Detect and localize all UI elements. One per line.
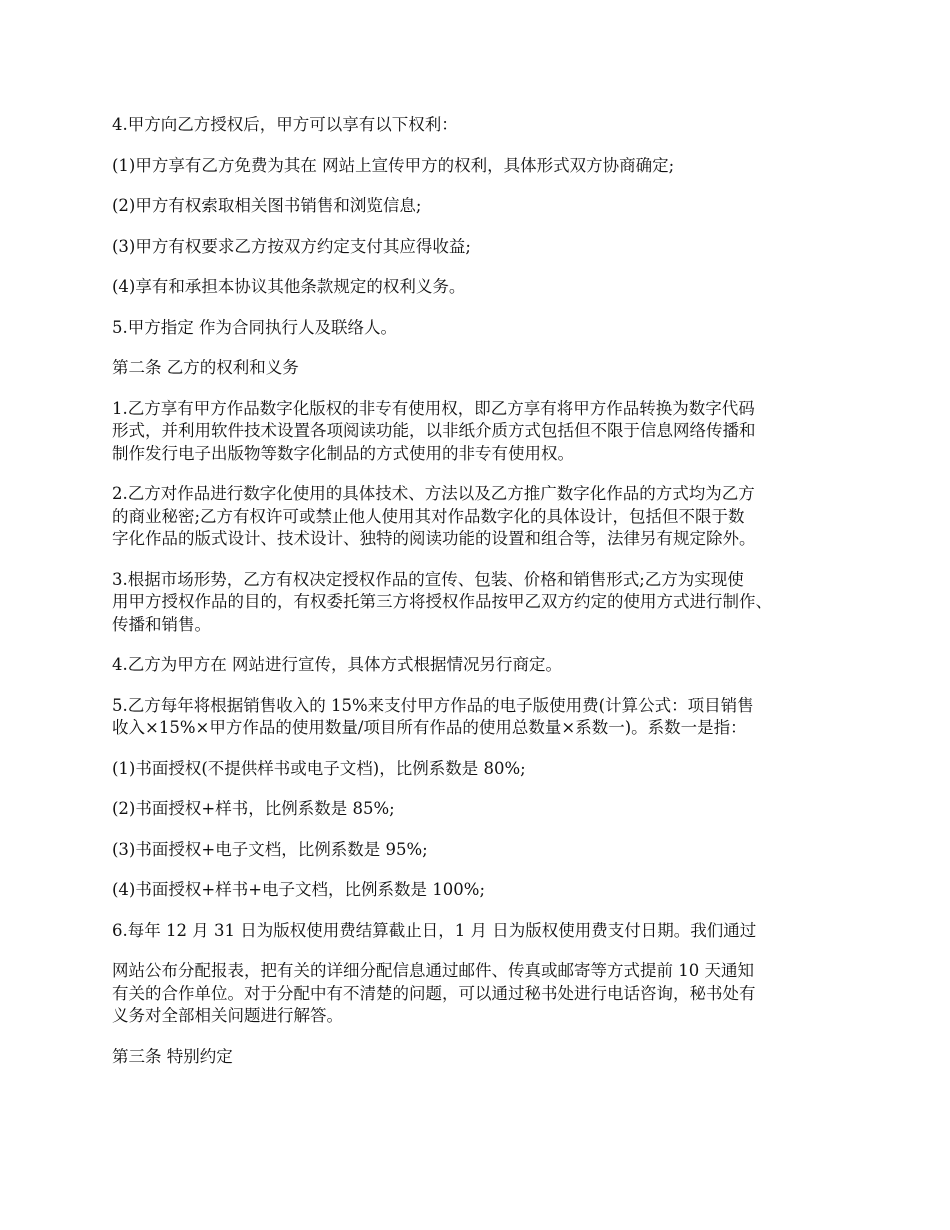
document-body [112, 114, 852, 1086]
paragraph-article-2-item-3: 3.根据市场形势，乙方有权决定授权作品的宣传、包装、价格和销售形式;乙方为实现使 用甲方授权作品的目的，有权委托第三方将授权作品按甲乙双方约定的使用方式进行制作、 传播和销售。 [112, 569, 772, 634]
paragraph-coefficient-1: (1)书面授权(不提供样书或电子文档)，比例系数是 80%; [112, 758, 526, 778]
paragraph-article-2-item-6: 6.每年 12 月 31 日为版权使用费结算截止日，1 月 日为版权使用费支付日期。我们通过 [112, 920, 757, 940]
paragraph-coefficient-3: (3)书面授权+电子文档，比例系数是 95%; [112, 839, 428, 859]
paragraph-article-2-item-1: 1.乙方享有甲方作品数字化版权的非专有使用权，即乙方享有将甲方作品转换为数字代码 形式，并利用软件技术设置各项阅读功能，以非纸介质方式包括但不限于信息网络传播和 制作发行电子出版物等数字化制品的方式使用的非专有使用权。 [112, 398, 756, 463]
paragraph-article-2-item-5: 5.乙方每年将根据销售收入的 15%来支付甲方作品的电子版使用费(计算公式：项目销售 收入×15%×甲方作品的使用数量/项目所有作品的使用总数量×系数一)。系数一是指： [112, 695, 754, 737]
paragraph-party-a-right-3: (3)甲方有权要求乙方按双方约定支付其应得收益; [112, 236, 471, 256]
section-heading-article-2: 第二条 乙方的权利和义务 [112, 358, 299, 377]
paragraph-party-a-rights-intro: 4.甲方向乙方授权后，甲方可以享有以下权利： [112, 115, 458, 134]
paragraph-coefficient-2: (2)书面授权+样书，比例系数是 85%; [112, 799, 395, 818]
paragraph-coefficient-4: (4)书面授权+样书+电子文档，比例系数是 100%; [112, 880, 485, 899]
section-heading-article-3: 第三条 特别约定 [112, 1046, 233, 1066]
paragraph-party-a-right-1: (1)甲方享有乙方免费为其在 网站上宣传甲方的权利，具体形式双方协商确定; [112, 155, 675, 175]
paragraph-article-2-item-2: 2.乙方对作品进行数字化使用的具体技术、方法以及乙方推广数字化作品的方式均为乙方 的商业秘密;乙方有权许可或禁止他人使用其对作品数字化的具体设计，包括但不限于数 字化作品的版式设计、技术设计、独特的阅读功能的设置和组合等，法律另有规定除外。 [112, 484, 756, 548]
paragraph-contact-person: 5.甲方指定 作为合同执行人及联络人。 [112, 317, 397, 337]
paragraph-article-2-item-6-cont: 网站公布分配报表，把有关的详细分配信息通过邮件、传真或邮寄等方式提前 10 天通知 有关的合作单位。对于分配中有不清楚的问题，可以通过秘书处进行电话咨询，秘书处有 义务对全部相关问题进行解答。 [112, 961, 756, 1025]
paragraph-party-a-right-2: (2)甲方有权索取相关图书销售和浏览信息; [112, 196, 422, 215]
paragraph-article-2-item-4: 4.乙方为甲方在 网站进行宣传，具体方式根据情况另行商定。 [112, 655, 562, 674]
paragraph-party-a-right-4: (4)享有和承担本协议其他条款规定的权利义务。 [112, 277, 466, 296]
